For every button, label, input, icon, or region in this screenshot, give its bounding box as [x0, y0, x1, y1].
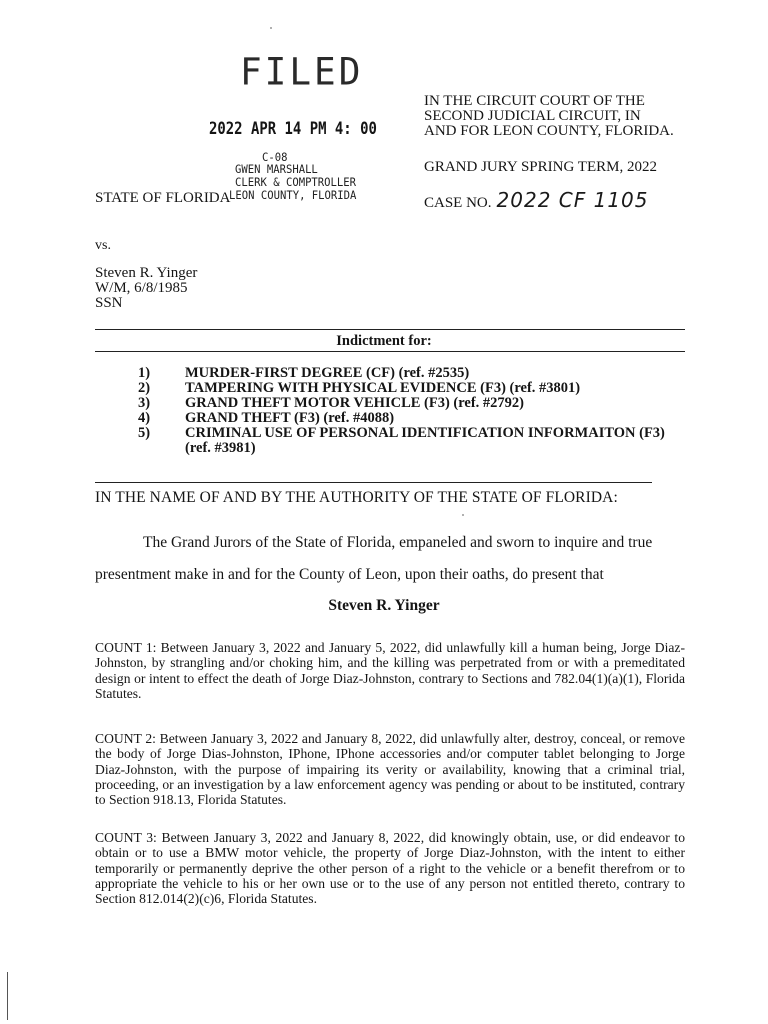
- count-1: COUNT 1: Between January 3, 2022 and January 5, 2022, did unlawfully kill a human being, Jorge Diaz-Johnston, by strangling and/or choking him, and the killing was perpetrated from or with a premeditated design or intent to effect the death of Jorge Diaz-Johnston, contrary to Sections and 782.04(1)(a)(1), Florida Statutes.: [95, 640, 685, 701]
- state-of-florida: STATE OF FLORIDA: [95, 190, 231, 206]
- authority-line: IN THE NAME OF AND BY THE AUTHORITY OF THE STATE OF FLORIDA:: [95, 489, 618, 506]
- case-number-handwritten: 2022 CF 1105: [496, 188, 649, 212]
- charge-text: GRAND THEFT MOTOR VEHICLE (F3) (ref. #2792): [185, 395, 525, 411]
- charges-divider: [95, 482, 652, 483]
- court-line-1: IN THE CIRCUIT COURT OF THE: [424, 93, 645, 109]
- versus: vs.: [95, 238, 111, 253]
- charge-text: CRIMINAL USE OF PERSONAL IDENTIFICATION INFORMAITON (F3) (ref. #3981): [185, 425, 665, 456]
- filed-stamp: FILED: [240, 50, 364, 95]
- charge-number: 1): [138, 365, 151, 381]
- title-divider: [95, 351, 685, 352]
- scan-speck: [270, 27, 272, 29]
- defendant-block: [95, 266, 197, 311]
- top-divider: [95, 329, 685, 330]
- court-heading: [424, 94, 674, 139]
- court-line-3: AND FOR LEON COUNTY, FLORIDA.: [424, 123, 674, 139]
- count-3: COUNT 3: Between January 3, 2022 and January 8, 2022, did knowingly obtain, use, or did endeavor to obtain or to use a BMW motor vehicle, the property of Jorge Diaz-Johnston, with the intent to either temporarily or permanently deprive the other person of a right to the vehicle or a benefit therefrom or to appropriate the vehicle to his or her own use or to the use of any person not entitled thereto, contrary to Section 812.014(2)(c)6, Florida Statutes.: [95, 830, 685, 907]
- grand-jury-term: GRAND JURY SPRING TERM, 2022: [424, 159, 657, 175]
- charge-text: TAMPERING WITH PHYSICAL EVIDENCE (F3) (ref. #3801): [185, 380, 581, 396]
- scan-speck: [462, 514, 464, 516]
- charge-number: 4): [138, 410, 151, 426]
- charge-text: MURDER-FIRST DEGREE (CF) (ref. #2535): [185, 365, 470, 381]
- presentment-line-1: The Grand Jurors of the State of Florida, empaneled and sworn to inquire and true: [143, 534, 653, 551]
- case-label: CASE NO.: [424, 195, 492, 211]
- clerk-name: GWEN MARSHALL: [235, 162, 318, 176]
- charge-item: [138, 381, 685, 396]
- charge-text: GRAND THEFT (F3) (ref. #4088): [185, 410, 395, 426]
- charge-number: 2): [138, 380, 151, 396]
- charge-item: [138, 411, 685, 426]
- presentment-line-2: presentment make in and for the County of Leon, upon their oaths, do present that: [95, 566, 604, 583]
- charge-item: [138, 426, 685, 456]
- charge-item: [138, 366, 685, 381]
- defendant-description: W/M, 6/8/1985: [95, 280, 188, 296]
- count-2: COUNT 2: Between January 3, 2022 and January 8, 2022, did unlawfully alter, destroy, conceal, or remove the body of Jorge Dias-Johnston, IPhone, IPhone accessories and/or computer tablet belonging to Jorge Diaz-Johnston, with the purpose of impairing its verity or availability, knowing that a criminal trial, proceeding, or an investigation by a law enforcement agency was pending or about to be instituted, contrary to Section 918.13, Florida Statutes.: [95, 731, 685, 808]
- charge-item: [138, 396, 685, 411]
- clerk-county: LEON COUNTY, FLORIDA: [229, 188, 357, 202]
- filed-datetime: 2022 APR 14 PM 4: 00: [209, 119, 377, 139]
- indictment-title: Indictment for:: [336, 333, 432, 349]
- defendant-name-heading: Steven R. Yinger: [328, 597, 440, 614]
- charge-number: 3): [138, 395, 151, 411]
- defendant-name: Steven R. Yinger: [95, 265, 198, 281]
- ssn-label: SSN: [95, 295, 123, 311]
- clerk-title: CLERK & COMPTROLLER: [235, 175, 357, 189]
- court-line-2: SECOND JUDICIAL CIRCUIT, IN: [424, 108, 641, 124]
- case-number-line: [424, 188, 649, 212]
- margin-mark: [7, 972, 8, 1020]
- stamp-code: C-08: [262, 150, 288, 164]
- charges-list: [138, 366, 685, 456]
- charge-number: 5): [138, 425, 151, 441]
